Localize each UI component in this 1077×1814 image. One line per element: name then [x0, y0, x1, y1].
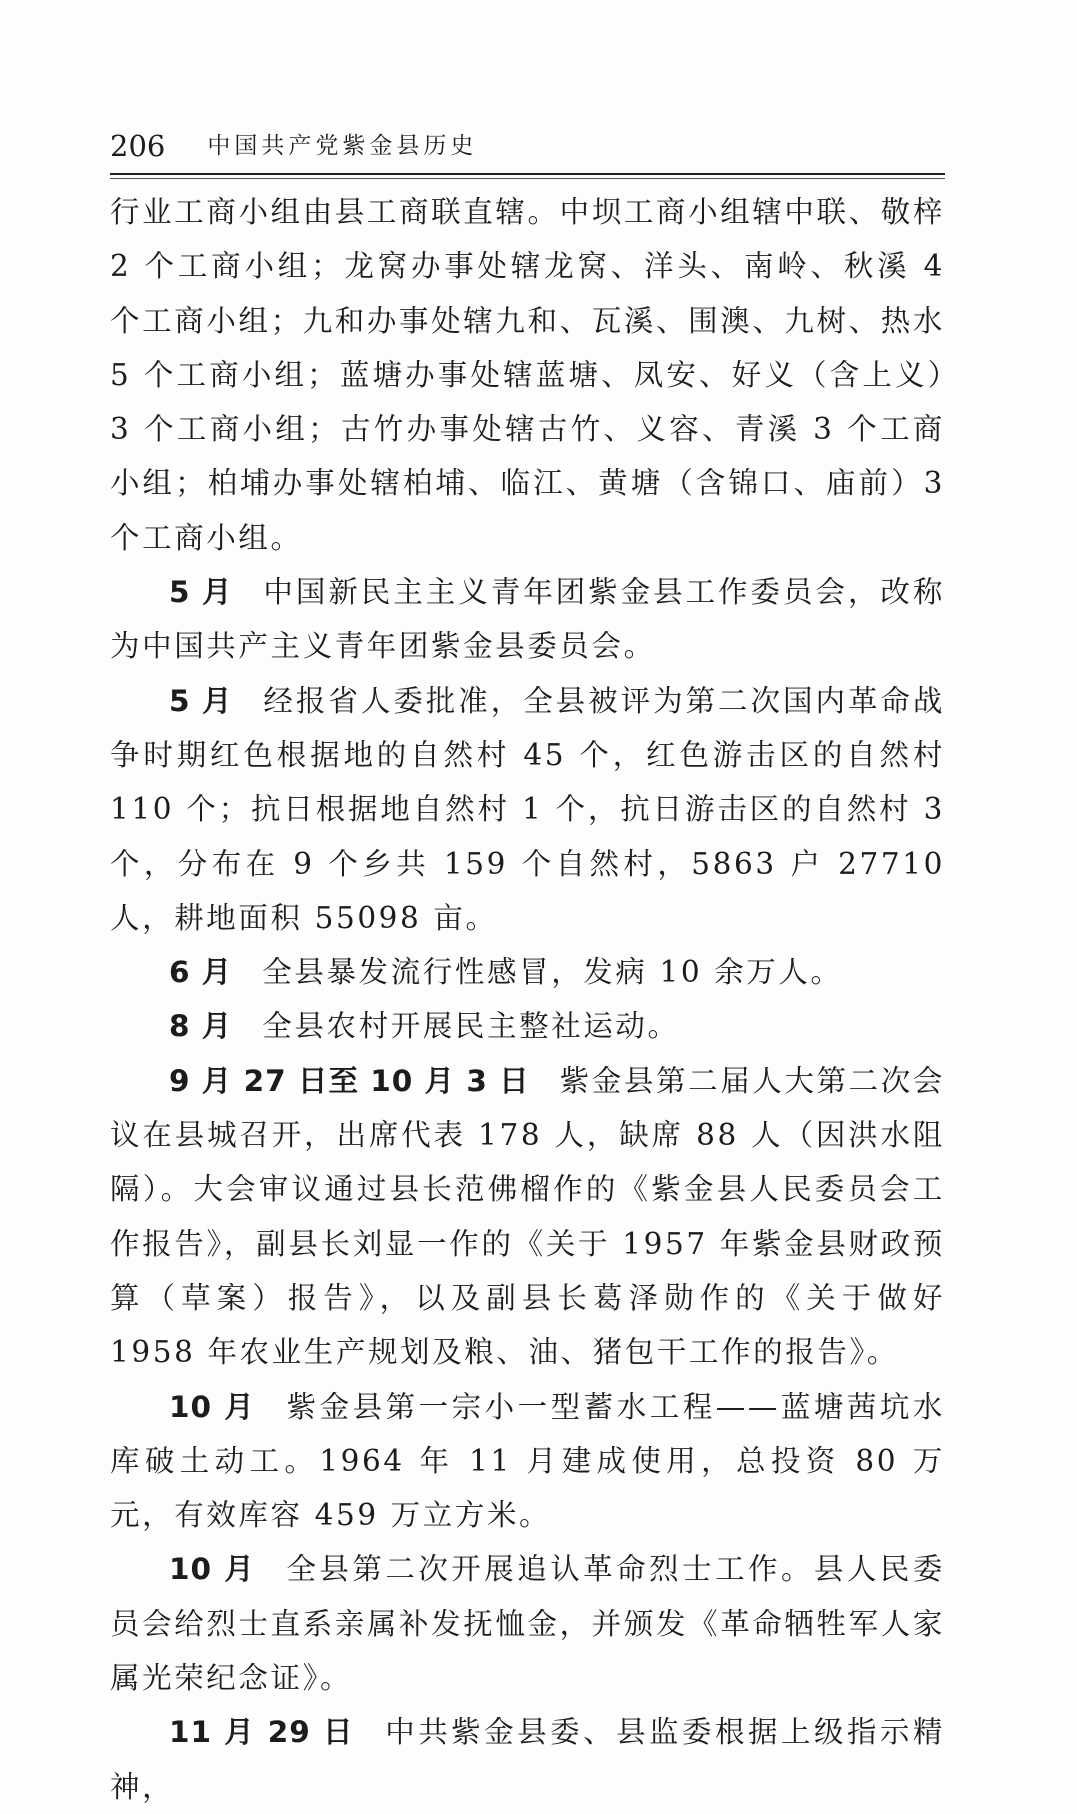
chronicle-entry	[110, 565, 945, 674]
chronicle-entry	[110, 674, 945, 945]
entry-text: 全县农村开展民主整社运动。	[262, 1009, 680, 1044]
chronicle-entry	[110, 1705, 945, 1814]
header-rule-thick	[110, 173, 945, 175]
entry-date: 9 月 27 日至 10 月 3 日	[169, 1063, 530, 1098]
entry-text: 中国新民主主义青年团紫金县工作委员会，改称为中国共产主义青年团紫金县委员会。	[110, 575, 945, 664]
entry-text: 紫金县第二届人大第二次会议在县城召开，出席代表 178 人，缺席 88 人（因洪水阻隔）。大会审议通过县长范佛榴作的《紫金县人民委员会工作报告》，副县长刘显一作的《关于 1957 年紫金县财政预算（草案）报告》，以及副县长葛泽勋作的《关于做好 1958 年农业生产规划及粮、油、猪包干工作的报告》。	[110, 1063, 945, 1370]
entry-text: 紫金县第一宗小一型蓄水工程——蓝塘茜坑水库破土动工。1964 年 11 月建成使用，总投资 80 万元，有效库容 459 万立方米。	[110, 1389, 945, 1533]
page-number: 206	[110, 129, 166, 163]
paragraph-text: 行业工商小组由县工商联直辖。中坝工商小组辖中联、敬梓 2 个工商小组；龙窝办事处辖龙窝、洋头、南岭、秋溪 4 个工商小组；九和办事处辖九和、瓦溪、围澳、九树、热水 5 个工商小组；蓝塘办事处辖蓝塘、凤安、好义（含上义）3 个工商小组；古竹办事处辖古竹、义容、青溪 3 个工商小组；柏埔办事处辖柏埔、临江、黄塘（含锦口、庙前）3 个工商小组。	[110, 195, 945, 555]
chronicle-entry	[110, 1380, 945, 1543]
chronicle-entry	[110, 1542, 945, 1705]
chronicle-entry	[110, 1054, 945, 1380]
page-body	[110, 185, 945, 1814]
page-header	[110, 126, 945, 166]
entry-text: 全县暴发流行性感冒，发病 10 余万人。	[262, 955, 843, 990]
chronicle-entry	[110, 945, 945, 999]
entry-text: 经报省人委批准，全县被评为第二次国内革命战争时期红色根据地的自然村 45 个，红色游击区的自然村 110 个；抗日根据地自然村 1 个，抗日游击区的自然村 3 个，分布在 9 个乡共 159 个自然村，5863 户 27710 人，耕地面积 55098 亩。	[110, 683, 945, 935]
entry-text: 全县第二次开展追认革命烈士工作。县人民委员会给烈士直系亲属补发抚恤金，并颁发《革命牺牲军人家属光荣纪念证》。	[110, 1552, 945, 1696]
chronicle-entry	[110, 999, 945, 1053]
entry-date: 8 月	[169, 1009, 233, 1044]
book-title: 中国共产党紫金县历史	[207, 133, 478, 159]
entry-text: 中共紫金县委、县监委根据上级指示精神，	[110, 1715, 945, 1804]
entry-date: 6 月	[169, 955, 233, 990]
entry-date: 10 月	[169, 1389, 256, 1424]
entry-date: 5 月	[169, 683, 234, 718]
entry-date: 10 月	[169, 1552, 256, 1587]
entry-date: 11 月 29 日	[169, 1715, 355, 1750]
entry-date: 5 月	[169, 575, 234, 610]
header-rule-thin	[110, 178, 945, 179]
paragraph-continued	[110, 185, 945, 565]
